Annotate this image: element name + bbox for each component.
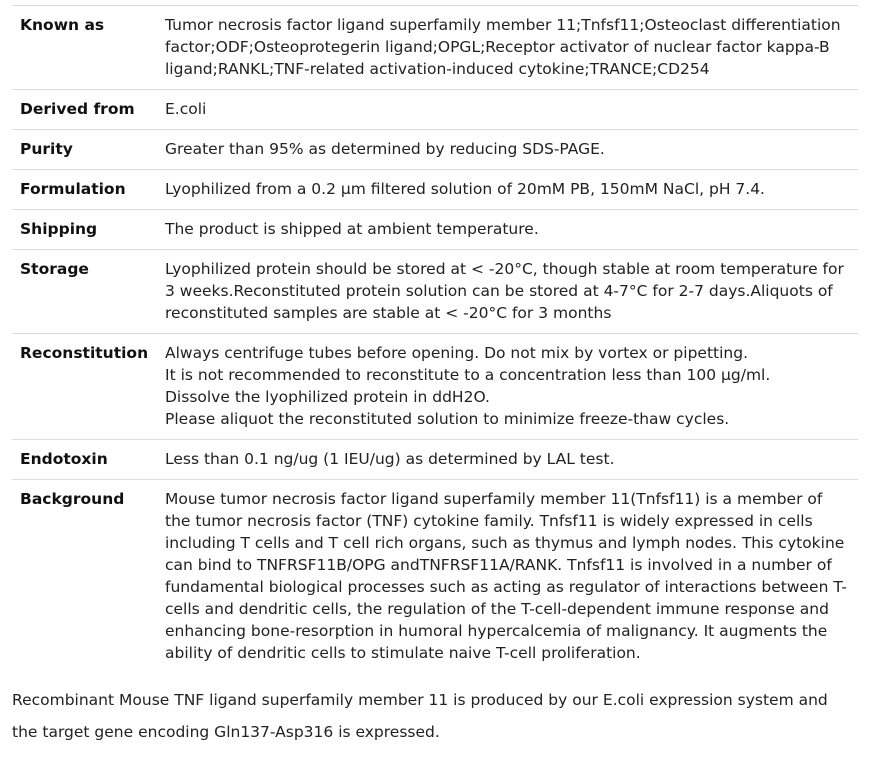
background-value: Mouse tumor necrosis factor ligand superfamily member 11(Tnfsf11) is a member of the tumor necrosis factor (TNF) cytokine family. Tnfsf11 is widely expressed in cells including T cells and T cell rich organs, such as thymus and lymph nodes. This cytokine can bind to TNFRSF11B/OPG andTNFRSF11A/RANK. Tnfsf11 is involved in a number of fundamental biological processes such as acting as regulator of interactions between T-cells and dendritic cells, the regulation of the T-cell-dependent immune response and enhancing bone-resorption in humoral hypercalcemia of malignancy. It augments the ability of dendritic cells to stimulate naive T-cell proliferation. bbox=[165, 490, 847, 662]
storage-label: Storage bbox=[12, 250, 159, 334]
background-label: Background bbox=[20, 490, 125, 508]
spec-row-derived-from bbox=[12, 90, 858, 130]
storage-value: Lyophilized protein should be stored at < -20°C, though stable at room temperature for 3 weeks.Reconstituted protein solution can be stored at 4-7°C for 2-7 days.Aliquots of reconstituted samples are stable at < -20°C for 3 months bbox=[159, 250, 858, 334]
reconstitution-line: It is not recommended to reconstitute to a concentration less than 100 μg/ml. bbox=[165, 366, 771, 384]
product-spec-table bbox=[12, 5, 858, 690]
spec-row-storage bbox=[12, 250, 858, 334]
formulation-label: Formulation bbox=[12, 170, 159, 210]
shipping-label: Shipping bbox=[12, 210, 159, 250]
known-as-value: Tumor necrosis factor ligand superfamily member 11;Tnfsf11;Osteoclast differentiation factor;ODF;Osteoprotegerin ligand;OPGL;Receptor activator of nuclear factor kappa-B ligand;RANKL;TNF-related activation-induced cytokine;TRANCE;CD254 bbox=[159, 6, 858, 90]
reconstitution-value bbox=[159, 334, 858, 440]
purity-value: Greater than 95% as determined by reducing SDS-PAGE. bbox=[159, 130, 858, 170]
known-as-label: Known as bbox=[12, 6, 159, 90]
endotoxin-value: Less than 0.1 ng/ug (1 IEU/ug) as determined by LAL test. bbox=[159, 440, 858, 480]
spec-row-reconstitution bbox=[12, 334, 858, 440]
expression-note: Recombinant Mouse TNF ligand superfamily member 11 is produced by our E.coli expression system and the target gene encoding Gln137-Asp316 is expressed. bbox=[12, 691, 828, 741]
derived-from-value: E.coli bbox=[159, 90, 858, 130]
reconstitution-line: Please aliquot the reconstituted solution to minimize freeze-thaw cycles. bbox=[165, 410, 730, 428]
spec-row-endotoxin bbox=[12, 440, 858, 480]
endotoxin-label: Endotoxin bbox=[12, 440, 159, 480]
reconstitution-line: Always centrifuge tubes before opening. Do not mix by vortex or pipetting. bbox=[165, 344, 748, 362]
formulation-value: Lyophilized from a 0.2 μm filtered solution of 20mM PB, 150mM NaCl, pH 7.4. bbox=[159, 170, 858, 210]
purity-label: Purity bbox=[12, 130, 159, 170]
derived-from-label: Derived from bbox=[12, 90, 159, 130]
reconstitution-line: Dissolve the lyophilized protein in ddH2O. bbox=[165, 388, 490, 406]
spec-row-formulation bbox=[12, 170, 858, 210]
shipping-value: The product is shipped at ambient temperature. bbox=[159, 210, 858, 250]
spec-row-shipping bbox=[12, 210, 858, 250]
spec-row-known-as bbox=[12, 6, 858, 90]
spec-row-purity bbox=[12, 130, 858, 170]
spec-row-background bbox=[12, 480, 858, 691]
reconstitution-label: Reconstitution bbox=[12, 334, 159, 440]
